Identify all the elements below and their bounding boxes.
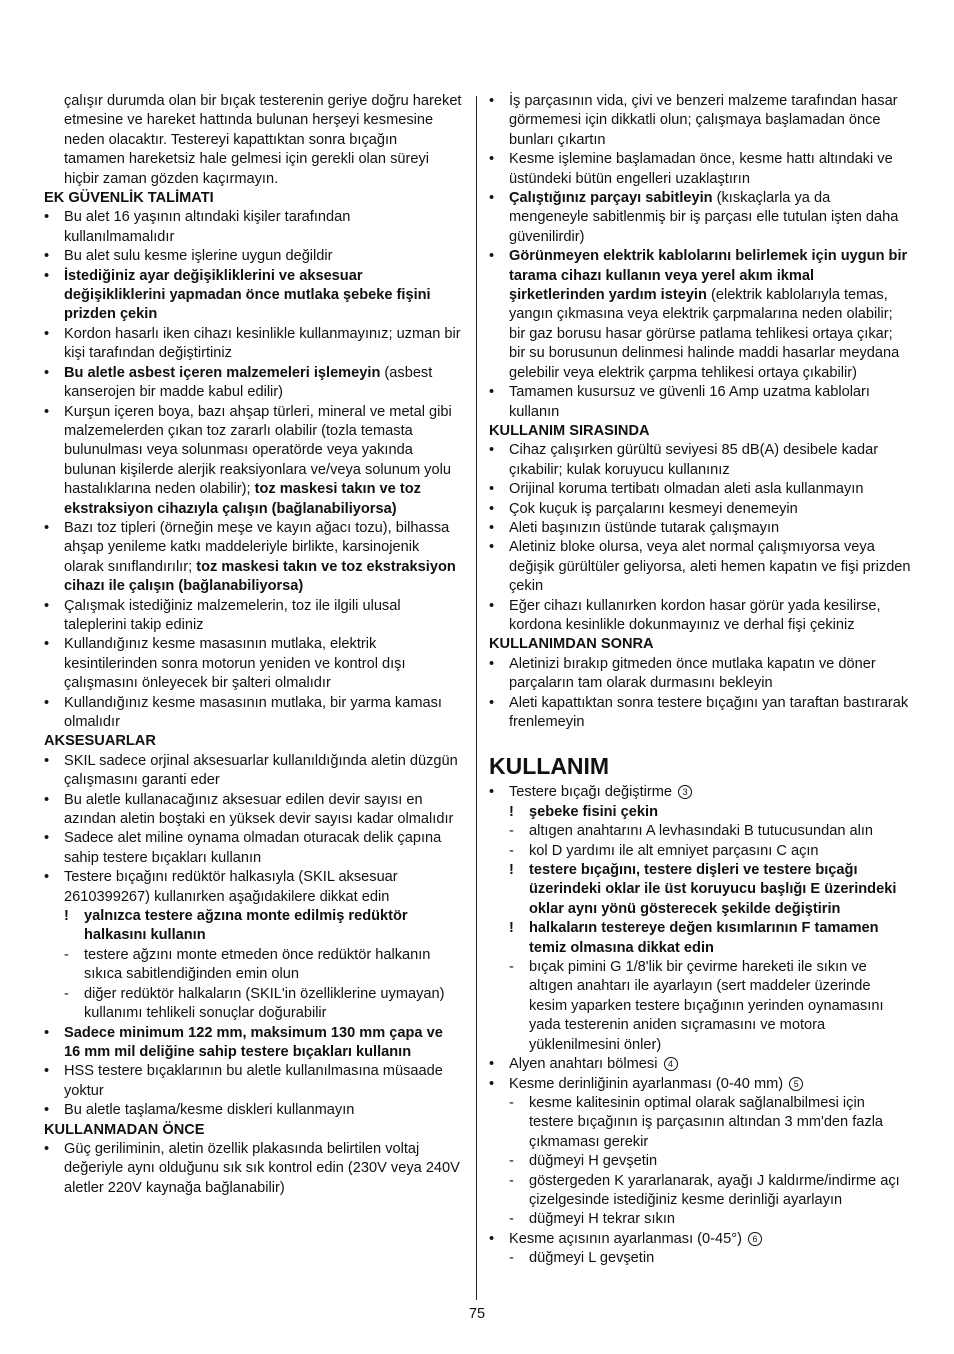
warning-item: ! yalnızca testere ağzına monte edilmiş redüktör halkasını kullanın bbox=[64, 908, 408, 944]
left-column bbox=[44, 92, 462, 1198]
sub-item: - göstergeden K yararlanarak, ayağı J kaldırme/indirme açı çizelgesinde istediğiniz kesme derinliği ayarlayın bbox=[509, 1172, 900, 1208]
intro-paragraph: çalışır durumda olan bir bıçak testerenin geriye doğru hareket etmesine ve hareket hattında bulunan herşeyi kesmesine neden olacaktır. Testereyi kapattıktan sonra bıçağın tamamen hareketsiz hale gelmesi için gerekli olan süreyi hiçbir zaman gözden kaçırmayın. bbox=[64, 93, 462, 187]
list-item: • Çok kuçuk iş parçalarını kesmeyi denemeyin bbox=[489, 500, 798, 517]
section-title-kullanim: KULLANIM bbox=[489, 753, 610, 780]
list-item: • İş parçasının vida, çivi ve benzeri malzeme tarafından hasar görmemesi için dikkatli olun; çalışmaya başlamadan önce bunları çıkartın bbox=[489, 93, 898, 148]
list-item: • Kordon hasarlı iken cihazı kesinlikle kullanmayınız; uzman bir kişi tarafından değiştirtiniz bbox=[44, 325, 461, 362]
warning-item: ! testere bıçağını, testere dişleri ve testere bıçağı üzerindeki oklar ile üst koruyucu başlığı E üzerindeki oklar aynı yönü gösterecek şekilde değiştirin bbox=[509, 862, 897, 917]
heading-kullanim-sirasinda: KULLANIM SIRASINDA bbox=[489, 422, 650, 439]
sub-item: - kol D yardımı ile alt emniyet parçasını C açın bbox=[509, 842, 819, 859]
sub-item: - düğmeyi H tekrar sıkın bbox=[509, 1211, 675, 1228]
list-item: • Testere bıçağını redüktör halkasıyla (SKIL aksesuar 2610399267) kullanırken aşağıdakilere dikkat edin bbox=[44, 869, 398, 905]
list-item: • HSS testere bıçaklarının bu aletle kullanılmasına müsaade yoktur bbox=[44, 1063, 443, 1099]
figure-ref-icon: 4 bbox=[664, 1057, 678, 1071]
list-item: • Kurşun içeren boya, bazı ahşap türleri, mineral ve metal gibi malzemelerden çıkan toz zararlı olabilir (tozla temasta bulunulması veya solunması operatörde veya yakında bulunan kişilerde alerjik reaksiyonlara ve/veya solunum yolu hastalıklarına neden olabilir); toz maskesi takın ve toz ekstraksiyon cihazıyla çalışın (bağlanabiliyorsa) bbox=[44, 403, 452, 517]
list-item: • Eğer cihazı kullanırken kordon hasar görür yada kesilirse, kordona kesinlikle dokunmayınız ve derhal fişi çekiniz bbox=[489, 597, 881, 633]
list-item: • Sadece alet miline oynama olmadan oturacak delik çapına sahip testere bıçakları kullanın bbox=[44, 830, 442, 866]
list-item: • Aletiniz bloke olursa, veya alet normal çalışmıyorsa veya değişik gürültüler geliyorsa, aleti hemen kapatın ve fişi prizden çekin bbox=[489, 539, 911, 595]
list-item: • SKIL sadece orjinal aksesuarlar kullanıldığında aletin düzgün çalışmasını garanti eder bbox=[44, 752, 458, 789]
list-item: • Kesme işlemine başlamadan önce, kesme hattı altındaki ve üstündeki bütün engelleri uzaklaştırın bbox=[489, 151, 893, 187]
list-item: • Görünmeyen elektrik kablolarını belirlemek için uygun bir tarama cihazı kullanın veya yerel akım ikmal şirketlerinden yardım isteyin (elektrik kablolarıyla temas, yangın çıkmasına veya elektrik çarpmalarına neden olabilir; bir gaz borusu hasar görürse patlama tehlikesi ortaya çıkar; bir su borusunun delinmesi halinde maddi hasarlar meydana gelebilir veya elektrik çarpma tehlikesi ortaya çıkabilir) bbox=[489, 248, 908, 381]
list-item: • Bu aletle asbest içeren malzemeleri işlemeyin (asbest kanserojen bir madde kabul edilir) bbox=[44, 364, 433, 401]
figure-ref-icon: 3 bbox=[678, 785, 692, 799]
list-item: • Sadece minimum 122 mm, maksimum 130 mm çapa ve 16 mm mil deliğine sahip testere bıçakları kullanın bbox=[44, 1024, 443, 1060]
page-number: 75 bbox=[468, 1306, 486, 1322]
sub-item: - kesme kalitesinin optimal olarak sağlanalbilmesi için testere bıçağının iş parçasının altından 3 mm'den fazla çıkmaması gerekir bbox=[509, 1094, 884, 1150]
list-item: • Bazı toz tipleri (örneğin meşe ve kayın ağacı tozu), bilhassa ahşap yenileme katkı maddeleriyle birlikte, karsinojenik olarak sınıflandırılır; toz maskesi takın ve toz ekstraksiyon cihazı ile çalışın (bağlanabiliyorsa) bbox=[44, 519, 456, 595]
column-divider bbox=[476, 96, 477, 1300]
sub-item: - düğmeyi L gevşetin bbox=[509, 1250, 655, 1267]
list-item: • Aleti başınızın üstünde tutarak çalışmayın bbox=[489, 519, 780, 536]
list-item: • Bu alet 16 yaşının altındaki kişiler tarafından kullanılmamalıdır bbox=[44, 209, 351, 245]
heading-aksesuarlar: AKSESUARLAR bbox=[44, 733, 156, 750]
list-item: • İstediğiniz ayar değişikliklerini ve aksesuar değişikliklerini yapmadan önce mutlaka şebeke fişini prizden çekin bbox=[44, 267, 431, 323]
list-item: • Kesme açısının ayarlanması (0-45°) 6 bbox=[489, 1230, 911, 1249]
sub-item: - bıçak pimini G 1/8'lik bir çevirme hareketi ile sıkın ve altıgen anahtarı ile ayarlayın (sert maddeler üzerinde kesim yaparken testere bıçağının yerinden oynamasını yada testerenin aniden sıçramasını ve motora yüklenilmesini önler) bbox=[509, 959, 884, 1053]
list-item: • Güç geriliminin, aletin özellik plakasında belirtilen voltaj değeriyle aynı olduğunu sık sık kontrol edin (230V veya 240V aletler 220V kaynağa bağlanabilir) bbox=[44, 1140, 460, 1196]
list-item: • Alyen anahtarı bölmesi 4 bbox=[489, 1055, 911, 1074]
warning-item: ! halkaların testereye değen kısımlarının F tamamen temiz olmasına dikkat edin bbox=[509, 920, 879, 956]
warning-item: ! şebeke fisini çekin bbox=[509, 803, 658, 820]
heading-kullanmadan-once: KULLANMADAN ÖNCE bbox=[44, 1121, 205, 1138]
sub-item: - düğmeyi H gevşetin bbox=[509, 1153, 658, 1170]
list-item: • Aleti kapattıktan sonra testere bıçağını yan taraftan bastırarak frenlemeyin bbox=[489, 694, 909, 730]
list-item: • Kullandığınız kesme masasının mutlaka, elektrik kesintilerinden sonra motorun yeniden ve kontrol dışı çalışmasını önleyecek bir şalteri olmalıdır bbox=[44, 636, 406, 692]
sub-item: - altıgen anahtarını A levhasındaki B tutucusundan alın bbox=[509, 823, 874, 840]
list-item: • Orijinal koruma tertibatı olmadan aleti asla kullanmayın bbox=[489, 481, 864, 498]
list-item: • Bu aletle taşlama/kesme diskleri kullanmayın bbox=[44, 1102, 355, 1119]
list-item: • Bu aletle kullanacağınız aksesuar edilen devir sayısı en azından aletin boştaki en yüksek devir sayısı kadar olmalıdır bbox=[44, 791, 454, 828]
list-item: • Cihaz çalışırken gürültü seviyesi 85 dB(A) desibele kadar çıkabilir; kulak koruyucu kullanınız bbox=[489, 442, 879, 478]
list-item: • Aletinizi bırakıp gitmeden önce mutlaka kapatın ve döner parçaların tam olarak durmasını bekleyin bbox=[489, 655, 876, 692]
list-item: • Tamamen kusursuz ve güvenli 16 Amp uzatma kabloları kullanın bbox=[489, 384, 870, 420]
heading-ek-guvenlik: EK GÜVENLİK TALİMATI bbox=[44, 190, 214, 207]
list-item: • Çalıştığınız parçayı sabitleyin (kıskaçlarla ya da mengeneyle sabitlenmiş bir iş parçası elle tutulan işten daha güvenilirdir) bbox=[489, 190, 899, 245]
list-item: • Kullandığınız kesme masasının mutlaka, bir yarma kaması olmalıdır bbox=[44, 694, 442, 730]
sub-item: - diğer redüktör halkaların (SKIL'in özelliklerine uymayan) kullanımı tehlikeli sonuçlar doğurabilir bbox=[64, 985, 445, 1022]
list-item: • Bu alet sulu kesme işlerine uygun değildir bbox=[44, 248, 333, 265]
sub-item: - testere ağzını monte etmeden önce redüktör halkanın sıkıca sabitlendiğinden emin olun bbox=[64, 946, 431, 983]
figure-ref-icon: 5 bbox=[789, 1077, 803, 1091]
list-item: • Çalışmak istediğiniz malzemelerin, toz ile ilgili ulusal taleplerini takip ediniz bbox=[44, 597, 401, 633]
right-column bbox=[489, 92, 911, 1269]
heading-kullanimdan-sonra: KULLANIMDAN SONRA bbox=[489, 636, 654, 653]
figure-ref-icon: 6 bbox=[748, 1232, 762, 1246]
list-item: • Testere bıçağı değiştirme 3 bbox=[489, 783, 911, 802]
list-item: • Kesme derinliğinin ayarlanması (0-40 mm) 5 bbox=[489, 1075, 911, 1094]
